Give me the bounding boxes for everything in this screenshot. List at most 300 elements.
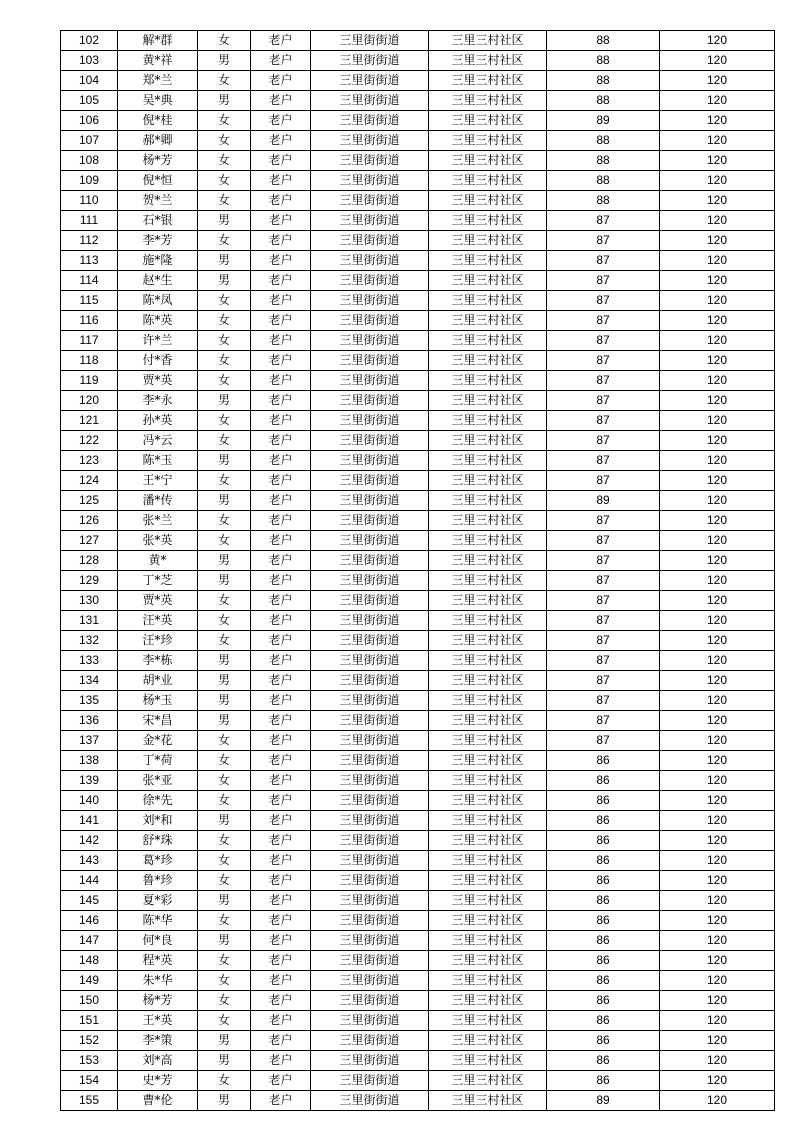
age-cell: 87 [547,531,660,551]
subdistrict-cell: 三里街街道 [311,351,429,371]
age-cell: 87 [547,691,660,711]
table-row [61,331,775,351]
table-row [61,431,775,451]
row-number-cell: 145 [61,891,118,911]
age-cell: 87 [547,371,660,391]
community-cell: 三里三村社区 [429,511,547,531]
household-type-cell: 老户 [251,591,311,611]
row-number-cell: 105 [61,91,118,111]
table-row [61,731,775,751]
community-cell: 三里三村社区 [429,1051,547,1071]
household-type-cell: 老户 [251,871,311,891]
name-cell: 李*策 [118,1031,198,1051]
name-cell: 杨*芳 [118,991,198,1011]
gender-cell: 男 [198,491,251,511]
name-cell: 冯*云 [118,431,198,451]
amount-cell: 120 [660,251,775,271]
gender-cell: 女 [198,851,251,871]
subdistrict-cell: 三里街街道 [311,211,429,231]
table-row [61,1091,775,1111]
name-cell: 胡*业 [118,671,198,691]
household-type-cell: 老户 [251,951,311,971]
household-type-cell: 老户 [251,431,311,451]
community-cell: 三里三村社区 [429,331,547,351]
subdistrict-cell: 三里街街道 [311,31,429,51]
gender-cell: 男 [198,51,251,71]
community-cell: 三里三村社区 [429,931,547,951]
name-cell: 贾*英 [118,591,198,611]
row-number-cell: 125 [61,491,118,511]
name-cell: 鲁*珍 [118,871,198,891]
community-cell: 三里三村社区 [429,651,547,671]
table-row [61,631,775,651]
name-cell: 宋*昌 [118,711,198,731]
community-cell: 三里三村社区 [429,631,547,651]
table-row [61,271,775,291]
table-row [61,851,775,871]
subdistrict-cell: 三里街街道 [311,691,429,711]
community-cell: 三里三村社区 [429,351,547,371]
community-cell: 三里三村社区 [429,311,547,331]
table-body [61,31,775,1111]
age-cell: 89 [547,491,660,511]
row-number-cell: 136 [61,711,118,731]
community-cell: 三里三村社区 [429,571,547,591]
age-cell: 86 [547,891,660,911]
household-type-cell: 老户 [251,291,311,311]
table-row [61,471,775,491]
age-cell: 88 [547,51,660,71]
row-number-cell: 143 [61,851,118,871]
table-row [61,811,775,831]
age-cell: 86 [547,1071,660,1091]
household-type-cell: 老户 [251,71,311,91]
household-type-cell: 老户 [251,791,311,811]
row-number-cell: 153 [61,1051,118,1071]
amount-cell: 120 [660,131,775,151]
age-cell: 87 [547,571,660,591]
household-type-cell: 老户 [251,411,311,431]
household-type-cell: 老户 [251,831,311,851]
gender-cell: 女 [198,1011,251,1031]
subdistrict-cell: 三里街街道 [311,631,429,651]
row-number-cell: 137 [61,731,118,751]
table-row [61,291,775,311]
amount-cell: 120 [660,691,775,711]
community-cell: 三里三村社区 [429,591,547,611]
gender-cell: 女 [198,471,251,491]
age-cell: 87 [547,251,660,271]
table-row [61,151,775,171]
name-cell: 徐*先 [118,791,198,811]
community-cell: 三里三村社区 [429,271,547,291]
age-cell: 86 [547,911,660,931]
row-number-cell: 142 [61,831,118,851]
gender-cell: 女 [198,111,251,131]
gender-cell: 男 [198,891,251,911]
amount-cell: 120 [660,191,775,211]
subdistrict-cell: 三里街街道 [311,751,429,771]
row-number-cell: 126 [61,511,118,531]
household-type-cell: 老户 [251,151,311,171]
name-cell: 汪*英 [118,611,198,631]
table-row [61,171,775,191]
subdistrict-cell: 三里街街道 [311,891,429,911]
age-cell: 87 [547,551,660,571]
household-type-cell: 老户 [251,211,311,231]
table-row [61,411,775,431]
subdistrict-cell: 三里街街道 [311,1051,429,1071]
community-cell: 三里三村社区 [429,791,547,811]
subdistrict-cell: 三里街街道 [311,931,429,951]
amount-cell: 120 [660,351,775,371]
name-cell: 施*隆 [118,251,198,271]
amount-cell: 120 [660,971,775,991]
table-row [61,931,775,951]
row-number-cell: 146 [61,911,118,931]
row-number-cell: 103 [61,51,118,71]
age-cell: 87 [547,351,660,371]
row-number-cell: 121 [61,411,118,431]
subdistrict-cell: 三里街街道 [311,431,429,451]
amount-cell: 120 [660,71,775,91]
row-number-cell: 106 [61,111,118,131]
age-cell: 87 [547,611,660,631]
gender-cell: 男 [198,551,251,571]
name-cell: 陈*玉 [118,451,198,471]
age-cell: 86 [547,991,660,1011]
subdistrict-cell: 三里街街道 [311,591,429,611]
row-number-cell: 128 [61,551,118,571]
age-cell: 86 [547,1031,660,1051]
table-row [61,871,775,891]
gender-cell: 男 [198,1091,251,1111]
subdistrict-cell: 三里街街道 [311,191,429,211]
table-row [61,371,775,391]
household-type-cell: 老户 [251,1011,311,1031]
subdistrict-cell: 三里街街道 [311,371,429,391]
table-row [61,491,775,511]
table-row [61,251,775,271]
age-cell: 86 [547,951,660,971]
age-cell: 87 [547,711,660,731]
gender-cell: 男 [198,391,251,411]
household-type-cell: 老户 [251,571,311,591]
community-cell: 三里三村社区 [429,951,547,971]
table-row [61,231,775,251]
amount-cell: 120 [660,671,775,691]
community-cell: 三里三村社区 [429,671,547,691]
subdistrict-cell: 三里街街道 [311,291,429,311]
amount-cell: 120 [660,891,775,911]
amount-cell: 120 [660,511,775,531]
age-cell: 87 [547,331,660,351]
amount-cell: 120 [660,911,775,931]
subdistrict-cell: 三里街街道 [311,571,429,591]
household-type-cell: 老户 [251,351,311,371]
community-cell: 三里三村社区 [429,131,547,151]
gender-cell: 男 [198,671,251,691]
table-row [61,791,775,811]
table-row [61,351,775,371]
name-cell: 夏*彩 [118,891,198,911]
name-cell: 贾*英 [118,371,198,391]
age-cell: 87 [547,271,660,291]
community-cell: 三里三村社区 [429,371,547,391]
household-type-cell: 老户 [251,271,311,291]
community-cell: 三里三村社区 [429,831,547,851]
amount-cell: 120 [660,991,775,1011]
household-type-cell: 老户 [251,131,311,151]
name-cell: 陈*英 [118,311,198,331]
subdistrict-cell: 三里街街道 [311,971,429,991]
subdistrict-cell: 三里街街道 [311,471,429,491]
table-row [61,691,775,711]
amount-cell: 120 [660,571,775,591]
age-cell: 86 [547,791,660,811]
gender-cell: 女 [198,311,251,331]
household-type-cell: 老户 [251,311,311,331]
name-cell: 杨*芳 [118,151,198,171]
name-cell: 付*香 [118,351,198,371]
gender-cell: 女 [198,971,251,991]
community-cell: 三里三村社区 [429,391,547,411]
community-cell: 三里三村社区 [429,771,547,791]
community-cell: 三里三村社区 [429,51,547,71]
gender-cell: 女 [198,331,251,351]
gender-cell: 女 [198,911,251,931]
subdistrict-cell: 三里街街道 [311,951,429,971]
name-cell: 王*英 [118,1011,198,1031]
row-number-cell: 109 [61,171,118,191]
table-row [61,391,775,411]
community-cell: 三里三村社区 [429,291,547,311]
age-cell: 87 [547,731,660,751]
gender-cell: 女 [198,1071,251,1091]
gender-cell: 男 [198,711,251,731]
table-row [61,831,775,851]
row-number-cell: 149 [61,971,118,991]
community-cell: 三里三村社区 [429,31,547,51]
community-cell: 三里三村社区 [429,431,547,451]
gender-cell: 女 [198,731,251,751]
table-row [61,991,775,1011]
row-number-cell: 150 [61,991,118,1011]
name-cell: 丁*荷 [118,751,198,771]
household-type-cell: 老户 [251,1051,311,1071]
gender-cell: 男 [198,691,251,711]
age-cell: 88 [547,131,660,151]
table-row [61,751,775,771]
community-cell: 三里三村社区 [429,211,547,231]
row-number-cell: 130 [61,591,118,611]
table-row [61,1011,775,1031]
amount-cell: 120 [660,551,775,571]
subdistrict-cell: 三里街街道 [311,1091,429,1111]
community-cell: 三里三村社区 [429,491,547,511]
name-cell: 张*亚 [118,771,198,791]
household-type-cell: 老户 [251,451,311,471]
gender-cell: 女 [198,751,251,771]
subdistrict-cell: 三里街街道 [311,91,429,111]
age-cell: 87 [547,311,660,331]
name-cell: 杨*玉 [118,691,198,711]
gender-cell: 女 [198,191,251,211]
name-cell: 赵*生 [118,271,198,291]
household-type-cell: 老户 [251,331,311,351]
row-number-cell: 131 [61,611,118,631]
amount-cell: 120 [660,171,775,191]
name-cell: 陈*华 [118,911,198,931]
name-cell: 丁*芝 [118,571,198,591]
name-cell: 何*良 [118,931,198,951]
row-number-cell: 122 [61,431,118,451]
row-number-cell: 148 [61,951,118,971]
community-cell: 三里三村社区 [429,811,547,831]
row-number-cell: 152 [61,1031,118,1051]
row-number-cell: 132 [61,631,118,651]
row-number-cell: 108 [61,151,118,171]
amount-cell: 120 [660,731,775,751]
household-type-cell: 老户 [251,551,311,571]
data-table [60,30,775,1111]
name-cell: 吴*典 [118,91,198,111]
name-cell: 张*英 [118,531,198,551]
community-cell: 三里三村社区 [429,851,547,871]
row-number-cell: 154 [61,1071,118,1091]
row-number-cell: 134 [61,671,118,691]
community-cell: 三里三村社区 [429,1011,547,1031]
gender-cell: 女 [198,131,251,151]
name-cell: 孙*英 [118,411,198,431]
name-cell: 郝*卿 [118,131,198,151]
gender-cell: 男 [198,571,251,591]
age-cell: 86 [547,1051,660,1071]
amount-cell: 120 [660,451,775,471]
amount-cell: 120 [660,951,775,971]
name-cell: 石*银 [118,211,198,231]
age-cell: 88 [547,151,660,171]
table-row [61,591,775,611]
age-cell: 86 [547,931,660,951]
subdistrict-cell: 三里街街道 [311,111,429,131]
community-cell: 三里三村社区 [429,251,547,271]
age-cell: 87 [547,411,660,431]
gender-cell: 女 [198,371,251,391]
age-cell: 86 [547,831,660,851]
row-number-cell: 107 [61,131,118,151]
name-cell: 黄* [118,551,198,571]
row-number-cell: 112 [61,231,118,251]
age-cell: 89 [547,1091,660,1111]
name-cell: 黄*祥 [118,51,198,71]
table-row [61,531,775,551]
community-cell: 三里三村社区 [429,451,547,471]
community-cell: 三里三村社区 [429,711,547,731]
household-type-cell: 老户 [251,931,311,951]
table-row [61,911,775,931]
row-number-cell: 144 [61,871,118,891]
amount-cell: 120 [660,371,775,391]
gender-cell: 女 [198,531,251,551]
amount-cell: 120 [660,791,775,811]
household-type-cell: 老户 [251,991,311,1011]
gender-cell: 女 [198,871,251,891]
gender-cell: 女 [198,591,251,611]
row-number-cell: 133 [61,651,118,671]
name-cell: 贺*兰 [118,191,198,211]
household-type-cell: 老户 [251,391,311,411]
name-cell: 史*芳 [118,1071,198,1091]
household-type-cell: 老户 [251,911,311,931]
name-cell: 曹*伦 [118,1091,198,1111]
age-cell: 87 [547,291,660,311]
household-type-cell: 老户 [251,611,311,631]
age-cell: 87 [547,631,660,651]
name-cell: 倪*恒 [118,171,198,191]
table-row [61,91,775,111]
name-cell: 王*宁 [118,471,198,491]
household-type-cell: 老户 [251,111,311,131]
community-cell: 三里三村社区 [429,471,547,491]
subdistrict-cell: 三里街街道 [311,871,429,891]
gender-cell: 女 [198,511,251,531]
amount-cell: 120 [660,871,775,891]
amount-cell: 120 [660,851,775,871]
gender-cell: 女 [198,791,251,811]
subdistrict-cell: 三里街街道 [311,391,429,411]
subdistrict-cell: 三里街街道 [311,151,429,171]
row-number-cell: 111 [61,211,118,231]
age-cell: 87 [547,651,660,671]
age-cell: 87 [547,231,660,251]
household-type-cell: 老户 [251,691,311,711]
gender-cell: 女 [198,31,251,51]
name-cell: 朱*华 [118,971,198,991]
subdistrict-cell: 三里街街道 [311,731,429,751]
row-number-cell: 141 [61,811,118,831]
amount-cell: 120 [660,1031,775,1051]
row-number-cell: 119 [61,371,118,391]
table-row [61,31,775,51]
table-row [61,131,775,151]
table-row [61,771,775,791]
name-cell: 陈*凤 [118,291,198,311]
table-row [61,671,775,691]
household-type-cell: 老户 [251,31,311,51]
household-type-cell: 老户 [251,51,311,71]
age-cell: 88 [547,91,660,111]
name-cell: 金*花 [118,731,198,751]
row-number-cell: 102 [61,31,118,51]
amount-cell: 120 [660,51,775,71]
age-cell: 86 [547,751,660,771]
community-cell: 三里三村社区 [429,991,547,1011]
row-number-cell: 138 [61,751,118,771]
subdistrict-cell: 三里街街道 [311,851,429,871]
amount-cell: 120 [660,1071,775,1091]
name-cell: 刘*高 [118,1051,198,1071]
table-row [61,971,775,991]
age-cell: 86 [547,1011,660,1031]
subdistrict-cell: 三里街街道 [311,811,429,831]
amount-cell: 120 [660,1011,775,1031]
age-cell: 87 [547,671,660,691]
age-cell: 87 [547,391,660,411]
row-number-cell: 139 [61,771,118,791]
subdistrict-cell: 三里街街道 [311,611,429,631]
community-cell: 三里三村社区 [429,971,547,991]
